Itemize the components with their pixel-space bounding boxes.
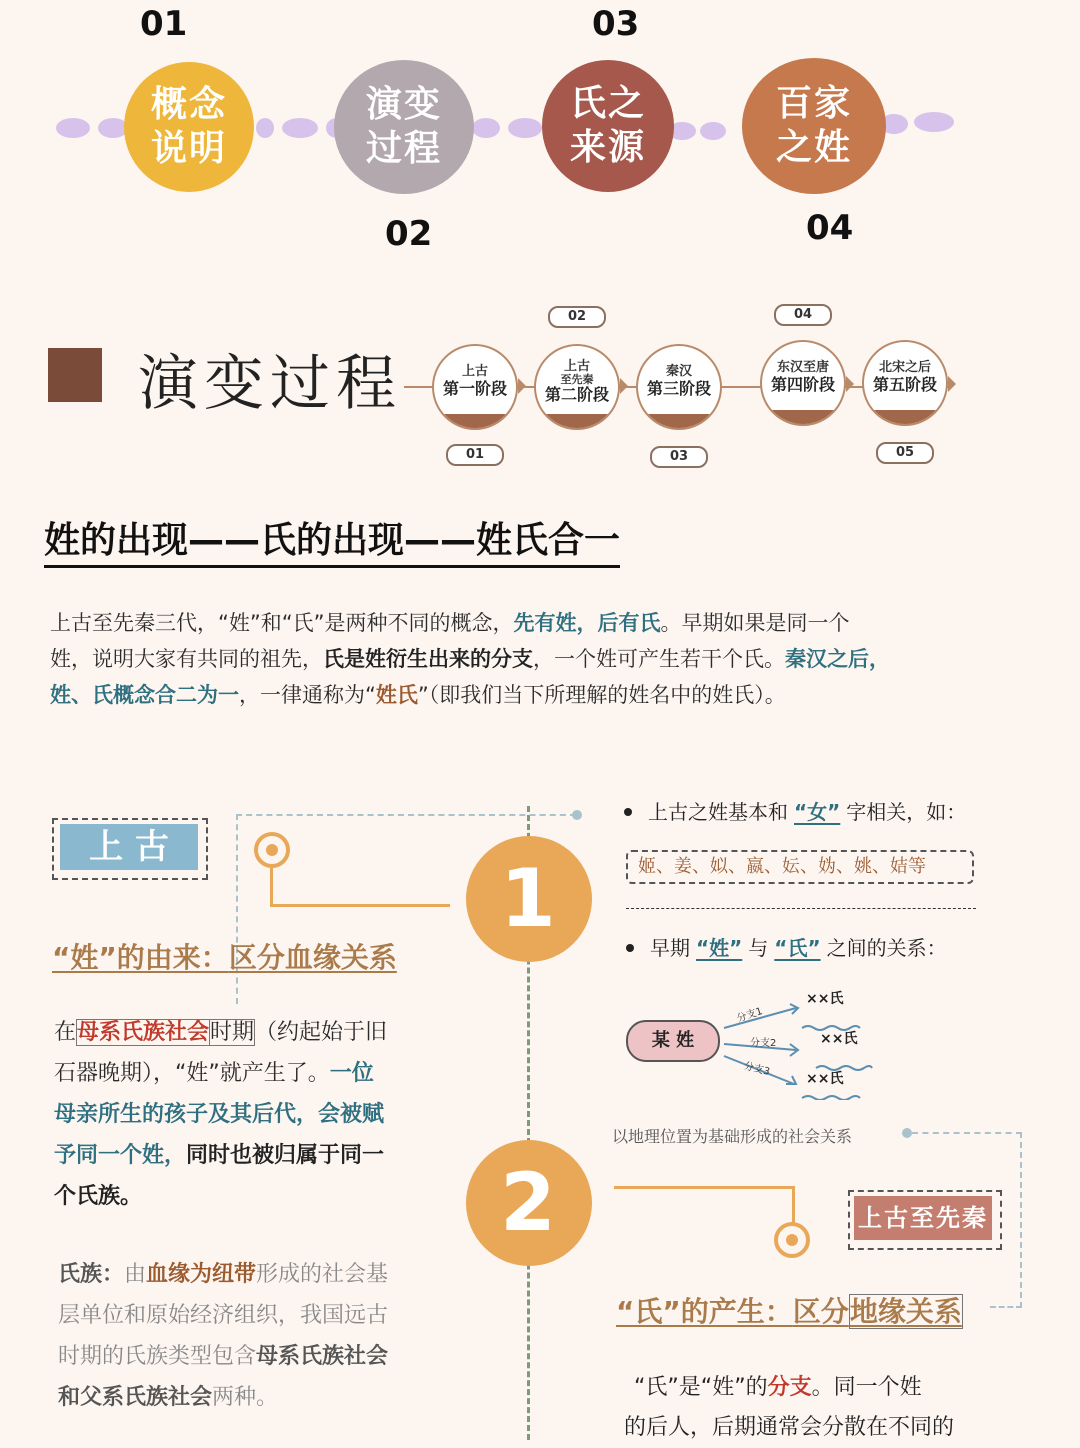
stage-band [762,410,844,424]
stage-number-3: 03 [650,446,708,468]
toc-number-3: 03 [592,4,640,44]
left-heading-a: “姓”的由来： [52,941,229,974]
toc-number-4: 04 [806,208,854,248]
right-heading-c: 地缘关系 [849,1295,962,1328]
bullet-icon [626,944,634,952]
text: “氏”是“姓”的 [634,1375,768,1400]
section-marker [48,348,102,402]
stage-name: 第一阶段 [442,379,507,398]
stage-number-1: 01 [446,444,504,466]
arrow-right-icon [620,378,628,394]
text-bold: 和父系氏族社会 [58,1385,213,1410]
headline: 姓的出现——氏的出现——姓氏合一 [44,512,620,568]
connector-line [270,868,273,906]
intro-text: 姓，说明大家有共同的祖先， [50,647,323,671]
stage-era: 秦汉 [665,364,692,379]
text-highlight: 母系氏族社会 [77,1020,210,1045]
stage-era: 上古 [563,358,590,374]
deco-dot [508,118,542,138]
text: 时期的氏族类型包含 [58,1344,257,1369]
branch-label: 分支2 [750,1038,777,1049]
left-body [54,1012,434,1217]
deco-dot [700,122,726,140]
stage-1[interactable] [432,344,518,430]
stage-4[interactable] [760,340,846,426]
deco-dot [56,118,90,138]
text: 之间的关系： [826,936,947,960]
intro-highlight: 姓、氏概念合二为一 [50,683,239,707]
connector-dot [902,1128,912,1138]
toc-item-origin[interactable] [542,60,674,192]
geo-note: 以地理位置为基础形成的社会关系 [612,1127,853,1146]
intro-text: 。早期如果是同一个 [660,611,850,635]
text-highlight: “女” [794,800,841,824]
text-highlight: “姓” [696,936,743,960]
connector-dot [572,810,582,820]
text: 。同一个姓 [811,1375,922,1400]
toc-number-1: 01 [140,4,188,44]
timeline-marker-2: 2 [466,1140,592,1266]
stage-band [864,410,946,424]
stage-5[interactable] [862,340,948,426]
connector-dashed [912,1132,1022,1134]
stage-number-4: 04 [774,304,832,326]
stage-name: 第四阶段 [770,375,835,394]
examples-box: 姬、姜、姒、嬴、妘、妫、姚、姞等 [626,850,974,884]
text: 的后人，后期通常会分散在不同的 [624,1415,955,1440]
stage-2[interactable] [534,344,620,430]
text-bold: 母系氏族社会 [256,1344,389,1369]
text: 两种。 [212,1385,279,1410]
arrow-right-icon [846,376,854,392]
intro-highlight: 秦汉之后， [785,647,890,671]
branch-target: ××氏 [806,1071,844,1087]
connector-dashed [236,814,576,816]
text-highlight: 血缘为纽带 [146,1262,257,1287]
deco-dot [914,112,954,132]
branch-label: 分支3 [742,1060,771,1078]
intro-highlight: 先有姓，后有氏 [513,611,661,635]
left-heading-b: 区分血缘关系 [228,941,397,974]
connector-line [614,1186,794,1189]
text-highlight: 分支 [767,1375,812,1400]
text-highlight: 予同一个姓， [54,1143,187,1168]
text-highlight: 一位 [329,1061,374,1086]
bullet-icon [624,808,632,816]
toc-label-line2: 说明 [150,128,227,169]
timeline-marker-1: 1 [466,836,592,962]
toc-number-2: 02 [385,214,433,254]
left-note [58,1254,438,1418]
text: 与 [748,936,769,960]
stage-number-2: 02 [548,306,606,328]
stage-name: 第三阶段 [646,379,711,398]
text-bold: 同时也被归属于同一 [186,1143,385,1168]
toc-item-concept[interactable] [124,62,254,192]
note-label: 氏族： [58,1262,125,1287]
deco-dot [472,118,500,138]
left-tag: 上 古 [60,824,198,870]
right-heading-a: “氏”的产生： [616,1295,793,1328]
text: 层单位和原始经济组织，我国远古 [58,1303,389,1328]
stage-number-5: 05 [876,442,934,464]
toc-label-line2: 之姓 [775,127,852,168]
stage-name: 第二阶段 [544,384,609,404]
divider [626,908,976,909]
text-highlight: 母亲所生的孩子及其后代，会被赋 [54,1102,385,1127]
connector-dashed [1020,1132,1022,1308]
section-title: 演变过程 [138,349,402,419]
text: 形成的社会基 [256,1262,389,1287]
arrow-right-icon [518,378,526,394]
text: 由 [124,1262,147,1287]
stage-band [434,414,516,428]
intro-text: ”（即我们当下所理解的姓名中的姓氏）。 [417,683,786,707]
connector-line [792,1186,795,1226]
branch-diagram [626,980,886,1100]
right-heading [616,1290,963,1330]
text: 早期 [650,936,690,960]
text: 字相关，如： [846,800,967,824]
branch-target: ××氏 [806,991,844,1007]
right-bullet-1 [648,796,966,825]
toc-label-line2: 来源 [569,127,646,168]
diagram-source: 某 姓 [626,1020,720,1062]
target-icon [774,1222,810,1258]
left-heading [52,936,397,976]
intro-text: ，一律通称为“ [239,683,376,707]
intro-highlight: 氏是姓衍生出来的分支 [323,647,533,671]
toc-label-line1: 百家 [775,83,852,124]
deco-dot [256,118,274,138]
text: 上古之姓基本和 [648,800,788,824]
toc-item-evolution[interactable] [334,60,474,194]
intro-paragraph [50,605,1040,713]
intro-text: ，一个姓可产生若干个氏。 [533,647,785,671]
target-icon [254,832,290,868]
branch-target: ××氏 [820,1031,858,1047]
connector-line [270,904,450,907]
branch-label: 分支1 [735,1006,765,1025]
stage-era-sub: 至先秦 [560,372,594,386]
text-highlight: “氏” [774,936,821,960]
text: 石器晚期），“姓”就产生了。 [54,1061,330,1086]
right-bullet-2 [650,932,947,961]
intro-highlight: 姓氏 [375,683,418,707]
stage-3[interactable] [636,344,722,430]
stage-band [638,414,720,428]
deco-dot [282,118,318,138]
text: 时期 [210,1020,255,1045]
right-heading-b: 区分 [792,1295,849,1328]
toc-label-line1: 氏之 [569,83,646,124]
stage-name: 第五阶段 [872,375,937,394]
toc-item-surnames[interactable] [742,58,886,194]
stage-band [536,414,618,428]
text: 在 [54,1020,77,1045]
text: （约起始于旧 [255,1020,388,1045]
right-tag: 上古至先秦 [854,1196,992,1240]
toc-label-line1: 演变 [365,84,442,125]
connector-dashed [990,1306,1022,1308]
stage-era: 上古 [461,364,488,379]
text-bold: 个氏族。 [54,1184,143,1209]
stage-era: 东汉至唐 [776,360,829,375]
stage-era: 北宋之后 [878,360,931,375]
toc-label-line1: 概念 [150,84,227,125]
intro-text: 上古至先秦三代，“姓”和“氏”是两种不同的概念， [50,611,514,635]
arrow-right-icon [948,376,956,392]
right-body [624,1368,1064,1448]
toc-label-line2: 过程 [365,128,442,169]
